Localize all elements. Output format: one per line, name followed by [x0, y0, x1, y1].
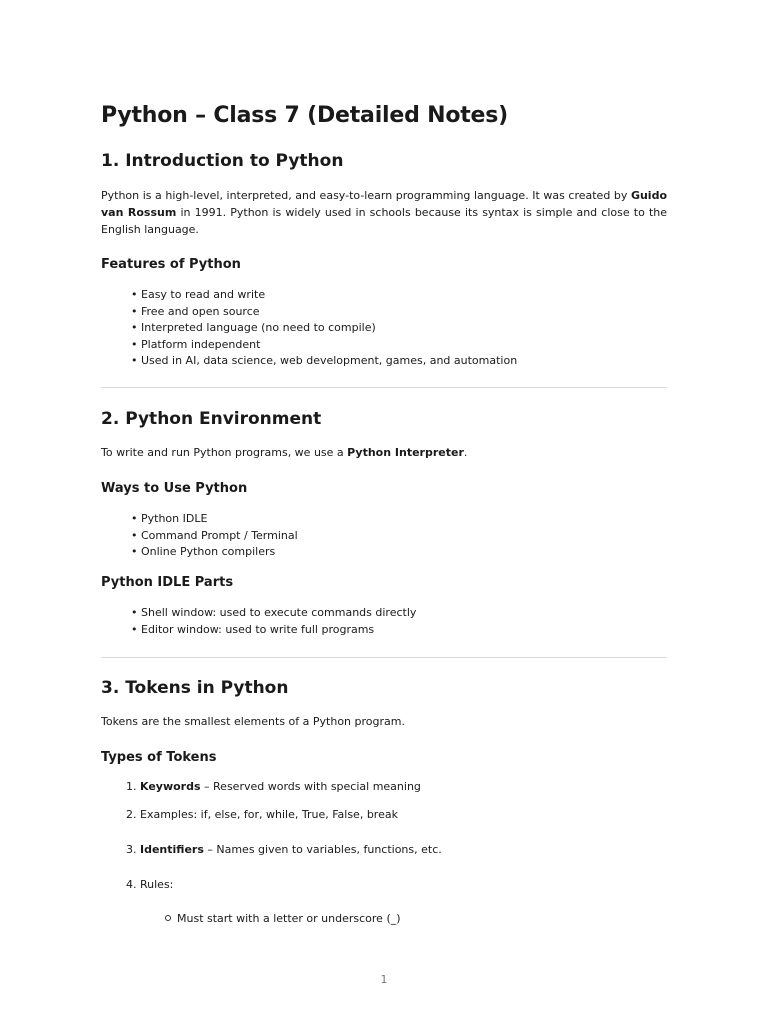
- creator-name: Guido van Rossum: [101, 189, 667, 219]
- numbered-item: 2. Examples: if, else, for, while, True, False, break: [126, 808, 398, 821]
- list-item: • Editor window: used to write full programs: [131, 622, 416, 639]
- sub-list-item: Must start with a letter or underscore (_): [165, 912, 401, 925]
- list-item: • Python IDLE: [131, 511, 298, 528]
- list-item: • Shell window: used to execute commands directly: [131, 605, 416, 622]
- document-title: Python – Class 7 (Detailed Notes): [101, 103, 509, 128]
- hollow-bullet-icon: [165, 915, 171, 921]
- idle-parts-heading: Python IDLE Parts: [101, 575, 234, 590]
- list-item: • Command Prompt / Terminal: [131, 528, 298, 545]
- features-list: [131, 287, 517, 370]
- list-item: • Platform independent: [131, 337, 517, 354]
- ways-list: [131, 511, 298, 561]
- section-3-heading: 3. Tokens in Python: [101, 678, 289, 698]
- section-3-intro-paragraph: Tokens are the smallest elements of a Python program.: [101, 715, 405, 728]
- section-1-intro-paragraph: Python is a high-level, interpreted, and easy-to-learn programming language. It was created by Guido van Rossum in 1991. Python is widely used in schools because its syntax is simple and close to the English language.: [101, 189, 668, 236]
- page-number: 1: [380, 973, 388, 986]
- numbered-item: 4. Rules:: [126, 878, 174, 891]
- section-1-heading: 1. Introduction to Python: [101, 151, 344, 171]
- numbered-item: 1. Keywords – Reserved words with special meaning: [126, 780, 421, 793]
- list-item: • Easy to read and write: [131, 287, 517, 304]
- list-item: • Online Python compilers: [131, 544, 298, 561]
- section-divider: [101, 387, 667, 388]
- list-item: • Used in AI, data science, web development, games, and automation: [131, 353, 517, 370]
- types-of-tokens-heading: Types of Tokens: [101, 750, 217, 765]
- list-item: • Free and open source: [131, 304, 517, 321]
- idle-parts-list: [131, 605, 416, 638]
- ways-heading: Ways to Use Python: [101, 481, 248, 496]
- section-2-intro-paragraph: To write and run Python programs, we use a Python Interpreter.: [101, 446, 468, 459]
- features-heading: Features of Python: [101, 257, 241, 272]
- interpreter-term: Python Interpreter: [347, 446, 464, 459]
- section-2-heading: 2. Python Environment: [101, 409, 322, 429]
- list-item: • Interpreted language (no need to compile): [131, 320, 517, 337]
- numbered-item: 3. Identifiers – Names given to variables, functions, etc.: [126, 843, 442, 856]
- section-divider: [101, 657, 667, 658]
